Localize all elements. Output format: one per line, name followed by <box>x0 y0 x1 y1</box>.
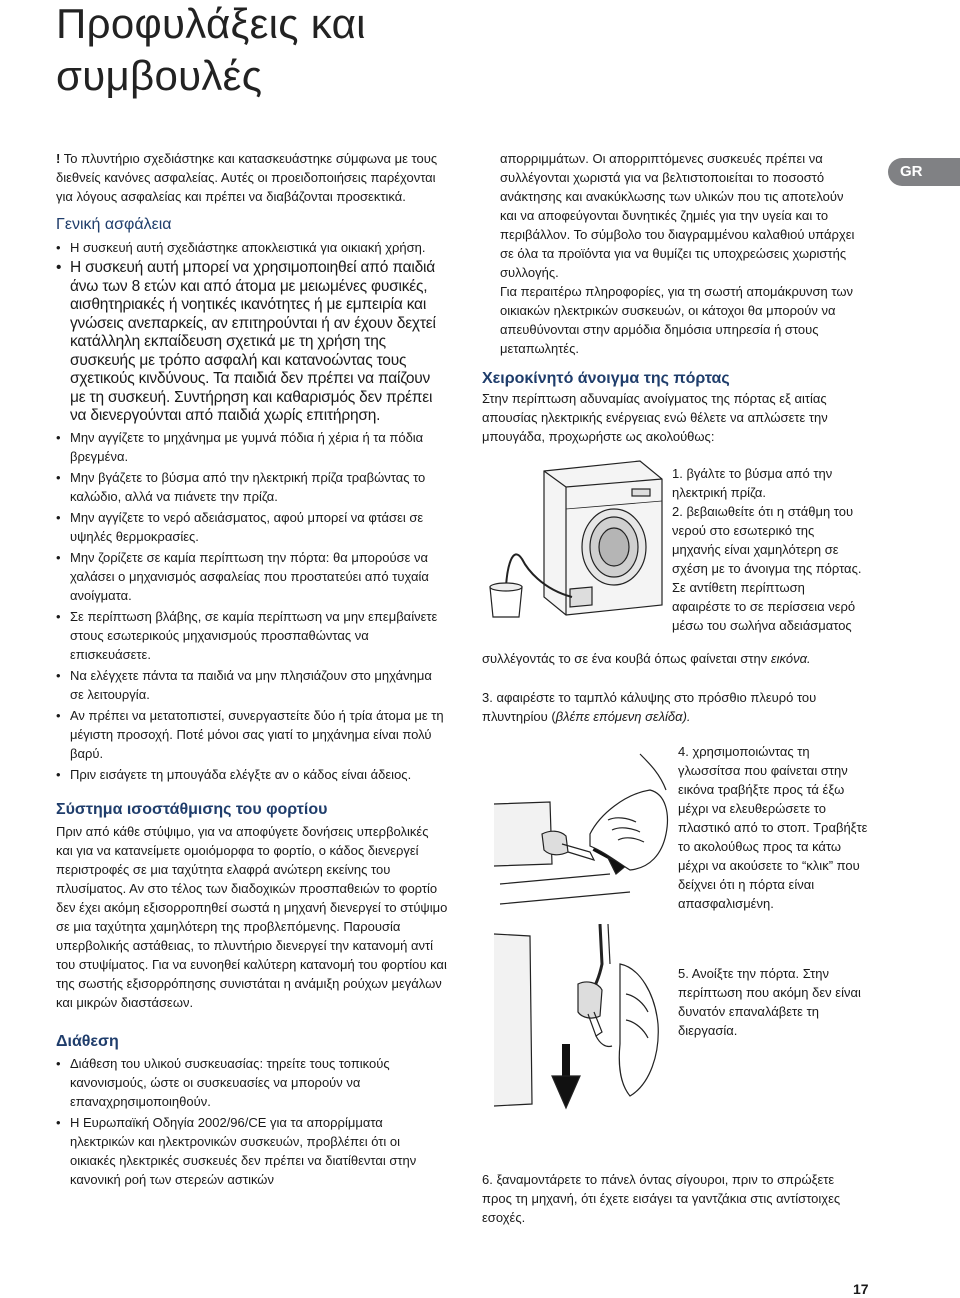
disposal-item-1: • Διάθεση του υλικού συσκευασίας: τηρείτε τους τοπικούς κανονισμούς, ώστε οι συσκευασίες να μπορούν να επαναχρησιμοποιηθούν. <box>56 1054 448 1111</box>
balance-heading: Σύστημα ισοστάθμισης του φορτίου <box>56 800 328 818</box>
page-number: 17 <box>853 1281 869 1297</box>
safety-item-4: • Μην βγάζετε το βύσμα από την ηλεκτρική πρίζα τραβώντας το καλώδιο, αλλά να πιάνετε την πρίζα. <box>56 468 448 506</box>
safety-item-3: • Μην αγγίζετε το μηχάνημα με γυμνά πόδια ή χέρια ή τα πόδια βρεγμένα. <box>56 428 448 466</box>
safety-item-5: • Μην αγγίζετε το νερό αδειάσματος, αφού μπορεί να φτάσει σε υψηλές θερμοκρασίες. <box>56 508 448 546</box>
safety-item-7: • Σε περίπτωση βλάβης, σε καμία περίπτωση να μην επεμβαίνετε στους εσωτερικούς μηχανισμούς προσπαθώντας να επισκευάσετε. <box>56 607 448 664</box>
lever-down-drawing <box>490 924 670 1124</box>
step-2-tail <box>482 649 867 668</box>
step-2-tail-italic: εικόνα. <box>770 651 811 666</box>
intro-text: Το πλυντήριο σχεδιάστηκε και κατασκευάστηκε σύμφωνα με τους διεθνείς κανόνες ασφαλείας. Αυτές οι προειδοποιήσεις παρέχονται για λόγους ασφαλείας και πρέπει να διαβάζονται προσεκτικά. <box>56 151 438 204</box>
safety-item-9: • Αν πρέπει να μετατοπιστεί, συνεργαστείτε δύο ή τρία άτομα με τη μέγιστη προσοχή. Ποτέ μόνοι σας γιατί το μηχάνημα είναι πολύ βαρύ. <box>56 706 448 763</box>
safety-item-8: • Να ελέγχετε πάντα τα παιδιά να μην πλησιάζουν στο μηχάνημα σε λειτουργία. <box>56 666 448 704</box>
left-column <box>56 149 448 1189</box>
intro-paragraph <box>56 149 448 206</box>
balance-text: Πριν από κάθε στύψιμο, για να αποφύγετε δονήσεις υπερβολικές και για να κατανείμετε ομοιόμορφα το φορτίο, ο κάδος διενεργεί περιστροφές σε μια ταχύτητα ελαφρά ανώτερη εκείνης του πλυσίματος. Αν στο τέλος των διαδοχικών προσπαθειών το φορτίο δεν έχει ακόμη εξισορροπηθεί σωστά η μηχανή διενεργεί το στύψιμο σε μια ταχύτητα χαμηλότερη της προβλεπόμενης. Παρουσία υπερβολικής αστάθειας, το πλυντήριο διενεργεί την κατανομή αντί του στυψίματος. Για να ευνοηθεί καλύτερη κατανομή του φορτίου και της σωστής εξισορρόπησης συνιστάται η ανάμιξη ρούχων μεγάλων και μικρών διαστάσεων. <box>56 823 448 1010</box>
manual-door-intro: Στην περίπτωση αδυναμίας ανοίγματος της πόρτας εξ αιτίας απουσίας ηλεκτρικής ενέργειας ενώ θέλετε να απλώσετε την μπουγάδα, προχωρήστε ως ακολούθως: <box>482 391 828 444</box>
step-5: 5. Ανοίξτε την πόρτα. Στην περίπτωση που ακόμη δεν είναι δυνατόν επαναλάβετε τη διεργασία. <box>678 966 861 1038</box>
step-4: 4. χρησιμοποιώντας τη γλωσσίτσα που φαίνεται στην εικόνα τραβήξτε προς τά έξω μέχρι να ελευθερώσετε το πλαστικό από το στοπ. Τραβήξτε το ακολούθως προς τα κάτω μέχρι να ακούσετε το “κλικ” που δείχνει ότι η πόρτα είναι απασφαλισμένη. <box>678 744 868 911</box>
hand-pull-tab-drawing <box>490 734 670 914</box>
step-3-italic: βλέπε επόμενη σελίδα). <box>555 709 691 724</box>
step-3-text: 3. αφαιρέστε το ταμπλό κάλυψης στο πρόσθιο πλευρό του πλυντηρίου ( <box>482 690 817 724</box>
disposal-item-2: • Η Ευρωπαϊκή Οδηγία 2002/96/CE για τα απορρίμματα ηλεκτρικών και ηλεκτρονικών συσκευών, προβλέπει ότι οι οικιακές ηλεκτρικές συσκευές δεν πρέπει να διατίθενται στην κανονική ροή των στερεών αστικών <box>56 1113 448 1189</box>
safety-item-1: • Η συσκευή αυτή σχεδιάστηκε αποκλειστικά για οικιακή χρήση. <box>56 238 448 257</box>
lever-down-illustration <box>490 924 670 1124</box>
washing-machine-drain-drawing <box>482 449 672 619</box>
title-line-2: συμβουλές <box>56 52 263 99</box>
disposal-heading: Διάθεση <box>56 1032 119 1050</box>
page-title <box>56 0 366 102</box>
step-2: 2. βεβαιωθείτε ότι η στάθμη του νερού στο εσωτερικό της μηχανής είναι χαμηλότερη σε σχέση με το άνοιγμα της πόρτας. Σε αντίθετη περίπτωση αφαιρέστε το σε περίσσεια νερό μέσω του σωλήνα αδειάσματος <box>672 504 862 633</box>
general-safety-heading: Γενική ασφάλεια <box>56 216 172 233</box>
disposal-continued: απορριμμάτων. Οι απορριπτόμενες συσκευές πρέπει να συλλέγονται χωριστά για να βελτιστοποιείται το ποσοστό ανάκτησης και ανακύκλωσης των υλικών που τις αποτελούν και να αποφεύγονται δυνητικές ζημιές για την υγεία και το περιβάλλον. Το σύμβολο του διαγραμμένου καλαθιού υπάρχει σε όλα τα προϊόντα για να θυμίζει τις υποχρεώσεις χωριστής συλλογής. <box>500 151 855 280</box>
disposal-extra: Για περαιτέρω πληροφορίες, για τη σωστή απομάκρυνση των οικιακών ηλεκτρικών συσκευών, οι κάτοχοι θα μπορούν να απευθύνονται στην αρμόδια δημόσια υπηρεσία ή στους μεταπωλητές. <box>500 284 853 356</box>
step-1: 1. βγάλτε το βύσμα από την ηλεκτρική πρίζα. <box>672 466 833 500</box>
safety-item-10: • Πριν εισάγετε τη μπουγάδα ελέγξτε αν ο κάδος είναι άδειος. <box>56 765 448 784</box>
general-safety-list <box>56 238 448 784</box>
disposal-list <box>56 1054 448 1189</box>
safety-item-2: • Η συσκευή αυτή μπορεί να χρησιμοποιηθεί από παιδιά άνω των 8 ετών και από άτομα με μειωμένες φυσικές, αισθητηριακές ή νοητικές ικανότητες ή με εμπειρία και γνώσεις ανεπαρκείς, αν επιτηρούνται ή αν έχουν δεχτεί κατάλληλη εκπαίδευση σχετικά με τη χρήση της συσκευής με τρόπο ασφαλή και κατανοώντας τους σχετικούς κινδύνους. Τα παιδιά δεν πρέπει να παίζουν με τη συσκευή. Συντήρηση και καθαρισμός δεν πρέπει να διενεργούνται από παιδιά χωρίς επιτήρηση. <box>56 259 448 426</box>
manual-door-heading: Χειροκίνητό άνοιγμα της πόρτας <box>482 370 730 387</box>
title-line-1: Προφυλάξεις και <box>56 0 366 47</box>
warning-mark: ! <box>56 151 61 166</box>
safety-item-6: • Μην ζορίζετε σε καμία περίπτωση την πόρτα: θα μπορούσε να χαλάσει ο μηχανισμός ασφαλείας που προστατεύει από τυχαία ανοίγματα. <box>56 548 448 605</box>
step-6: 6. ξαναμοντάρετε το πάνελ όντας σίγουροι, πριν το σπρώξετε προς τη μηχανή, ότι έχετε εισάγει τα γαντζάκια στις αντίστοιχες εσοχές. <box>482 1172 841 1225</box>
right-column <box>482 149 868 1249</box>
step-3 <box>482 688 862 726</box>
pull-tab-illustration <box>490 734 670 914</box>
language-tab: GR <box>888 158 960 186</box>
step-2-tail-text: συλλέγοντάς το σε ένα κουβά όπως φαίνεται στην <box>482 651 768 666</box>
drain-illustration <box>482 449 672 619</box>
